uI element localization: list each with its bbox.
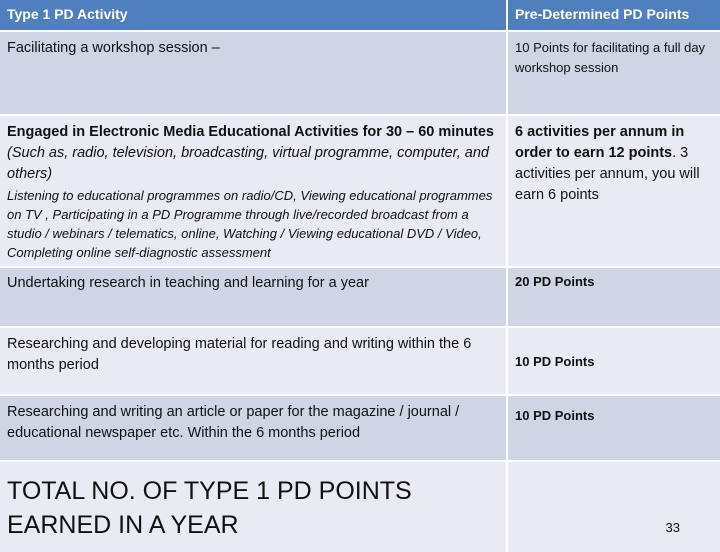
- table-row-activity: [0, 268, 506, 326]
- points-text: 20 PD Points: [515, 274, 595, 289]
- points-text: 10 PD Points: [515, 408, 595, 423]
- table-row-points: [508, 268, 720, 326]
- table-row-points: [508, 32, 720, 114]
- activity-text: Researching and writing an article or paper for the magazine / journal / educational newspaper etc. Within the 6 months period: [7, 404, 460, 441]
- table-row-activity: [0, 32, 506, 114]
- table-row-activity: [0, 116, 506, 266]
- total-row-label: [0, 462, 506, 552]
- activity-bold: Engaged in Electronic Media Educational Activities for 30 – 60 minutes: [7, 124, 494, 140]
- page-number: 33: [665, 520, 680, 535]
- total-row-value: [508, 462, 720, 552]
- points-bold: 6 activities per annum in order to earn: [515, 124, 685, 161]
- points-text: 10 PD Points: [515, 354, 595, 369]
- total-label: TOTAL NO. OF TYPE 1 PD POINTS EARNED IN A YEAR: [7, 477, 412, 539]
- table-row-points: [508, 116, 720, 266]
- table-row-points: [508, 396, 720, 460]
- activity-text: Facilitating a workshop session –: [7, 40, 220, 56]
- table-row-points: [508, 328, 720, 394]
- activity-text: [7, 122, 500, 185]
- header-points: Pre-Determined PD Points: [508, 0, 720, 30]
- table-row-activity: [0, 396, 506, 460]
- points-rest: . 3 activities per annum, you will earn 6 points: [515, 145, 700, 203]
- activity-paren: (Such as, radio, television, broadcasting, virtual programme, computer, and others): [7, 145, 489, 182]
- table-row-activity: [0, 328, 506, 394]
- points-text: 10 Points for facilitating a full day workshop session: [515, 40, 706, 75]
- activity-examples: Listening to educational programmes on radio/CD, Viewing educational programmes on TV , Participating in a PD Programme through live/recorded broadcast from a studio / webinars / telematics, online, Watching / Viewing educational DVD / Video, Completing online self-diagnostic assessment: [7, 188, 493, 260]
- activity-text: Researching and developing material for reading and writing within the 6 months period: [7, 336, 472, 373]
- header-activity: Type 1 PD Activity: [0, 0, 506, 30]
- points-bold-value: 12 points: [608, 145, 673, 161]
- points-text: [515, 122, 716, 206]
- activity-text: Undertaking research in teaching and learning for a year: [7, 275, 369, 291]
